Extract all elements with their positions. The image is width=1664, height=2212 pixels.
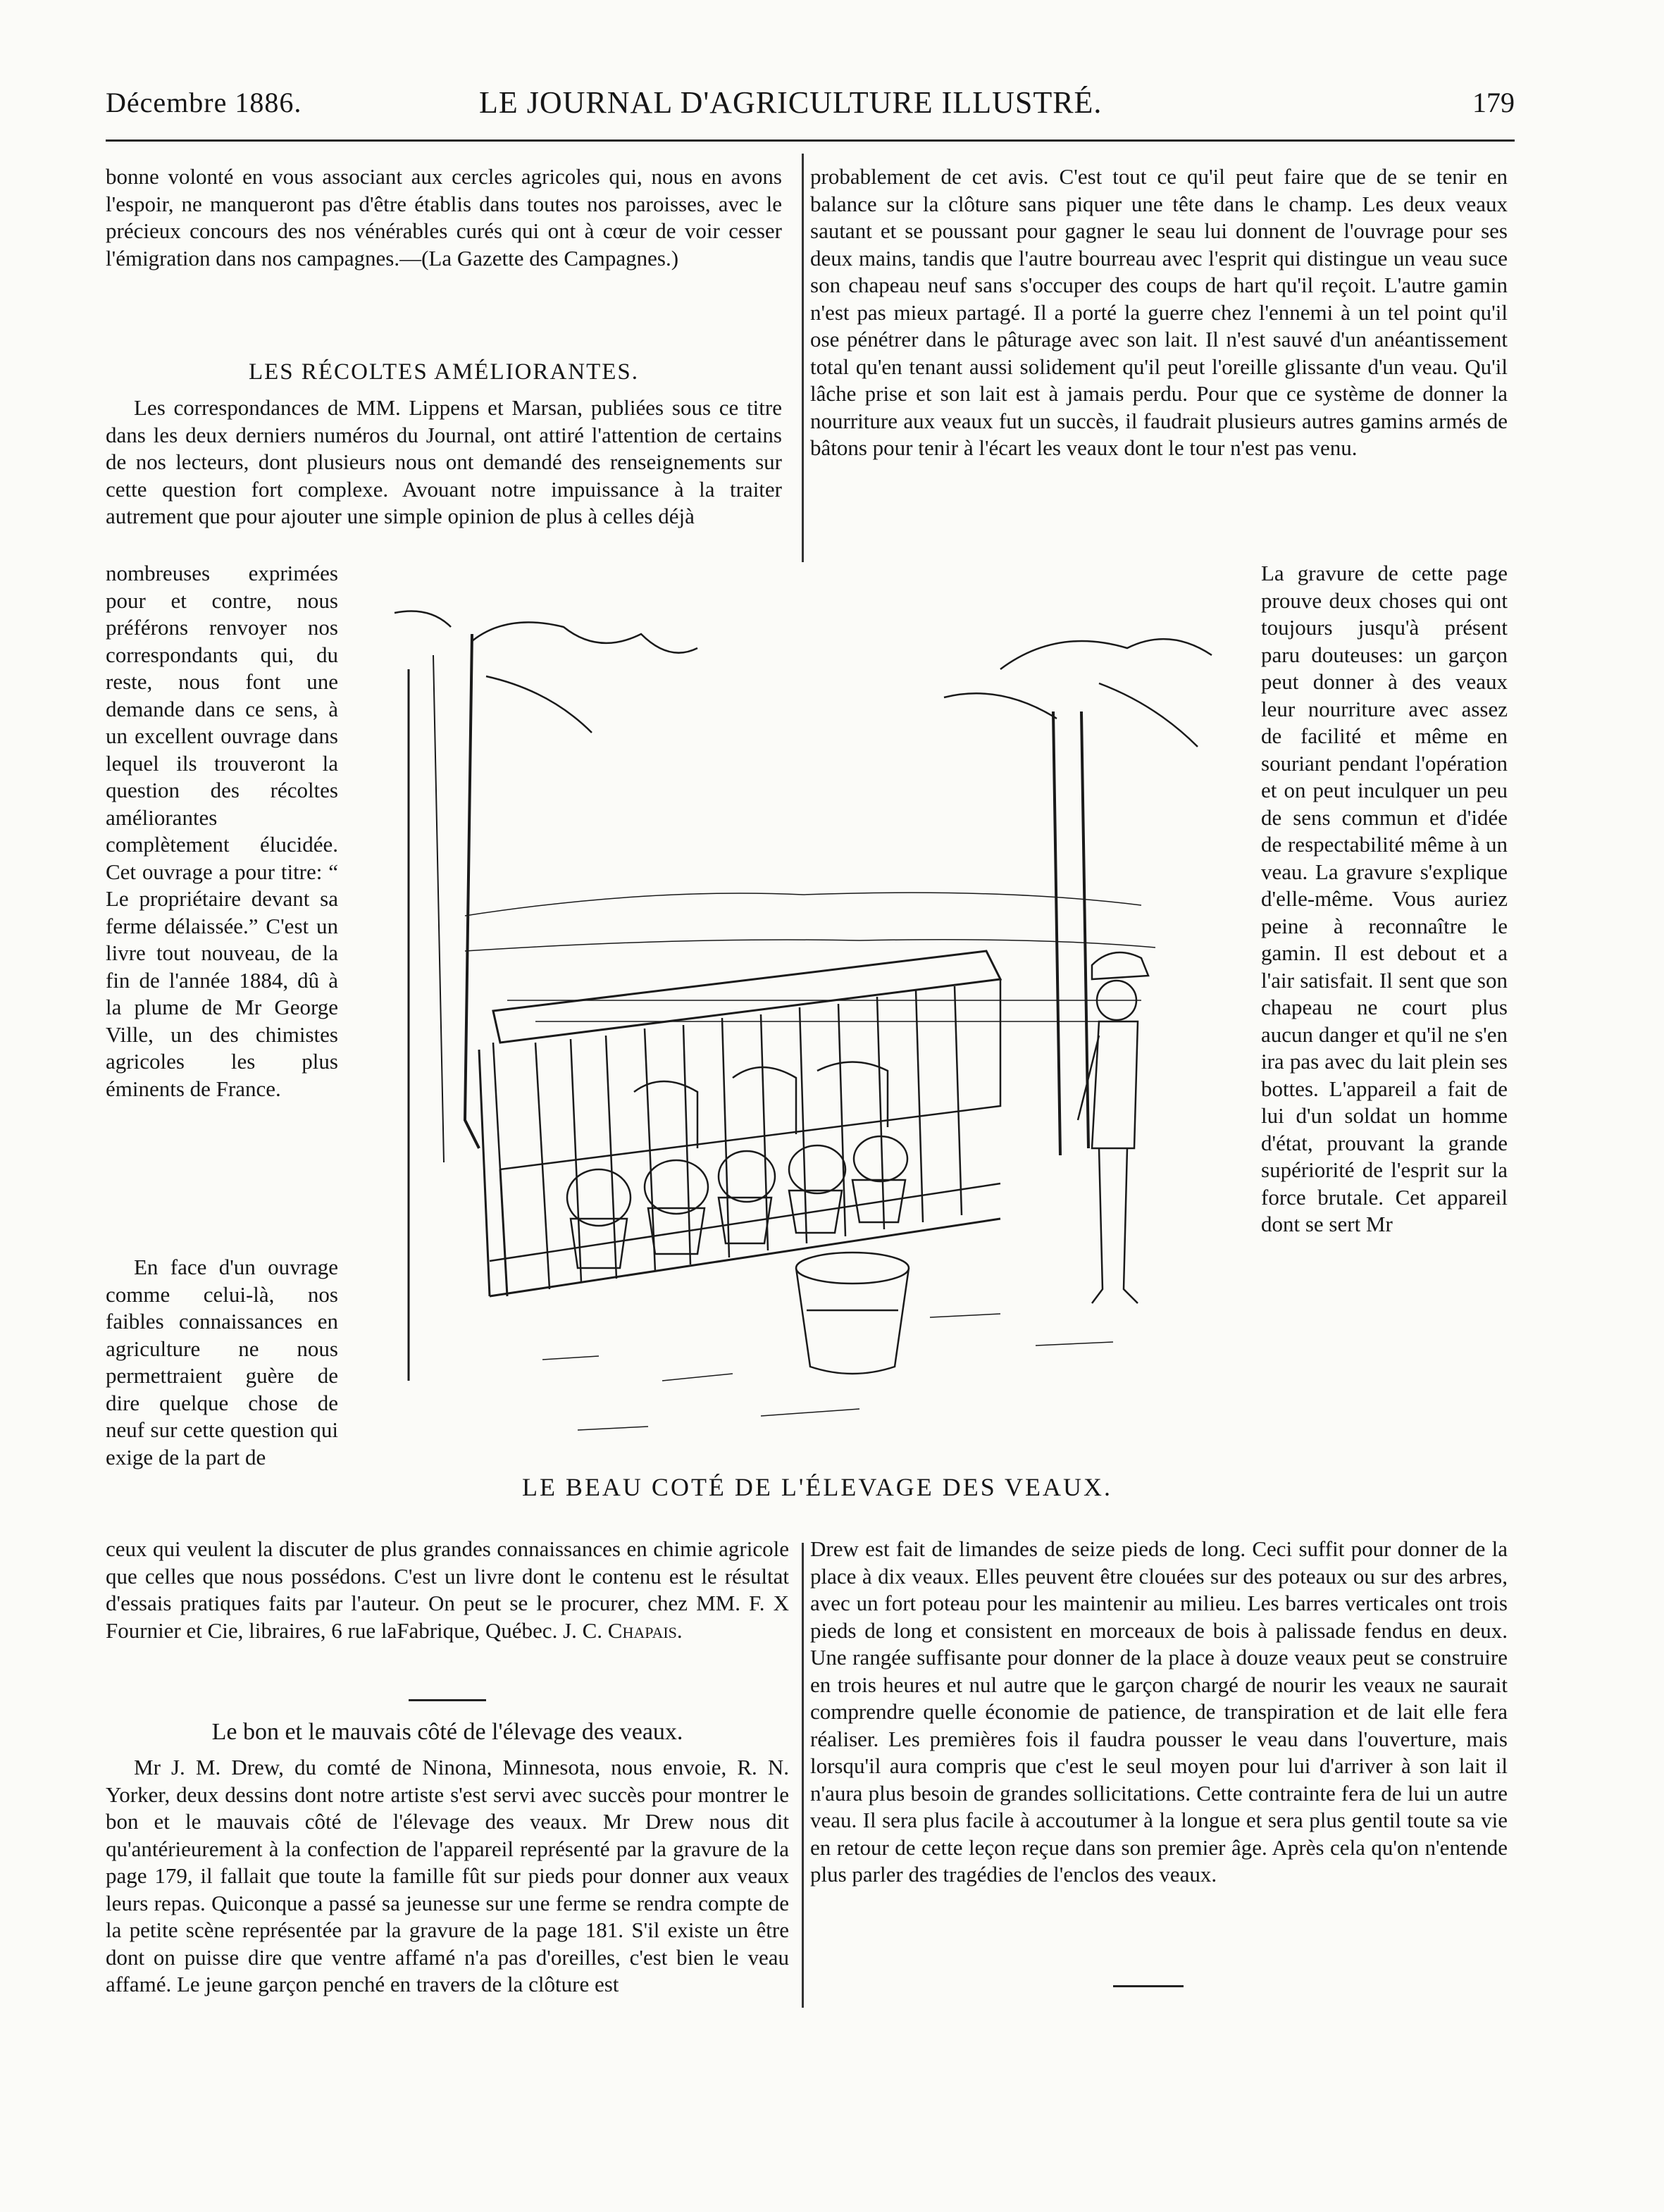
header-page-number: 179 (1472, 87, 1515, 118)
engraving-calf-feeding (366, 585, 1240, 1465)
article1-paragraph-2: En face d'un ouvrage comme celui-là, nos faibles connaissances en agriculture ne nous permettraient guère de dire quelque chose de neuf sur cette question qui exige de la part de (106, 1255, 338, 1470)
right-tree (944, 639, 1212, 1155)
article1-paragraph-1: Les correspondances de MM. Lippens et Marsan, publiées sous ce titre dans les deux derniers numéros du Journal, ont attiré l'attention de certains de nos lecteurs, dont plusieurs nous ont demandé des renseignements sur cette question fort complexe. Avouant notre impuissance à la traiter autrement que pour ajouter une simple opinion de plus à celles déjà (106, 395, 782, 528)
fence (479, 951, 1000, 1296)
header-rule (106, 139, 1515, 142)
running-header (106, 82, 1515, 124)
article1-heading: LES RÉCOLTES AMÉLIORANTES. (248, 359, 640, 385)
end-rule (1113, 1985, 1184, 1987)
figure-caption: LE BEAU COTÉ DE L'ÉLEVAGE DES VEAUX. (521, 1473, 1113, 1501)
article2-paragraph-1-right: probablement de cet avis. C'est tout ce qu'il peut faire que de se tenir en balance sur la clôture sans piquer une tête dans le champ. Les deux veaux sautant et se poussant pour gagner le seau lui donnent de l'ouvrage pour ses deux mains, tandis que l'autre bourreau avec l'esprit qui distingue un veau suce son chapeau neuf sans s'occuper des coups de hart qu'il reçoit. L'autre gamin n'est pas mieux partagé. Il a porté la guerre chez l'ennemi à un tel point qu'il ose pénétrer dans le pâturage avec son lait. Il n'est sauvé d'un anéantissement total qu'en tenant aussi solidement qu'il peut l'oreille glissante d'un veau. Qu'il lâche prise et son lait est à jamais perdu. Pour que ce système de donner la nourriture aux veaux fut un succès, il faudrait plusieurs autres gamins armés de bâtons pour tenir à l'écart les veaux dont le tour n'est pas venu. (810, 164, 1508, 460)
left-tree (395, 611, 697, 1381)
section-rule (409, 1699, 486, 1701)
intro-paragraph: bonne volonté en vous associant aux cercles agricoles qui, nous en avons l'espoir, ne manqueront pas d'être établis dans toutes nos paroisses, avec le précieux concours des nos vénérables curés qui ont à cœur de voir cesser l'émigration dans nos campagnes.—(La Gazette des Campagnes.) (106, 164, 782, 271)
column-divider-top (802, 154, 804, 562)
article2-paragraph-1: Mr J. M. Drew, du comté de Ninona, Minnesota, nous envoie, R. N. Yorker, deux dessins dont notre artiste s'est servi avec succès pour montrer le bon et le mauvais côté de l'élevage des veaux. Mr Drew nous dit qu'antérieurement à la confection de l'appareil représenté par la gravure de la page 179, il fallait que toute la famille fût sur pieds pour donner aux veaux leurs repas. Quiconque a passé sa jeunesse sur une ferme se rendra compte de la petite scène représentée par la gravure de la page 181. S'il existe un être dont on puisse dire que ventre affamé n'a pas d'oreilles, c'est bien le veau affamé. Le jeune garçon penché en travers de la clôture est (106, 1755, 789, 1996)
article1-signature: J. C. Chapais. (563, 1617, 683, 1643)
article2-paragraph-2-continued: Drew est fait de limandes de seize pieds de long. Ceci suffit pour donner de la place à dix veaux. Elles peuvent être clouées sur des poteaux ou sur des arbres, avec un fort poteau pour les maintenir au milieu. Les barres verticales ont trois pieds de long et consistent en morceaux de bois à palissade fendus en deux. Une rangée suffisante pour donner de la place à douze veaux peut se construire en trois heures et nul autre que le garçon chargé de nourir les veaux ne saurait comprendre quelle économie de patience, de transpiration et de lait elle fera réaliser. Les premières fois il faudra pousser le veau dans l'ouverture, mais lorsqu'il aura compris que c'est le seul moyen pour lui d'arriver à son lait il n'aura plus besoin de grandes sollicitations. Cette contrainte fera de lui un autre veau. Il sera plus facile à accoutumer à la longue et sera plus gentil toute sa vie en retour de cette leçon reçue dans son premier âge. Après cela qu'on n'entende plus parler des tragédies de l'enclos des veaux. (810, 1536, 1508, 1887)
article1-paragraph-2-end: ceux qui veulent la discuter de plus grandes connaissances en chimie agricole que celles que nous possédons. C'est un livre dont le contenu est le résultat d'essais pratiques faits par l'auteur. On peut se le procurer, chez MM. F. X Fournier et Cie, libraires, 6 rue laFabrique, Québec. (106, 1536, 789, 1643)
milk-pail (796, 1253, 909, 1374)
calves-and-buckets (567, 1062, 907, 1269)
article1-paragraph-1-continued: nombreuses exprimées pour et contre, nous préférons renvoyer nos correspondants qui, du reste, nous font une demande dans ce sens, à un excellent ouvrage dans lequel ils trouveront la question des récoltes améliorantes complètement élucidée. Cet ouvrage a pour titre: “ Le propriétaire devant sa ferme délaissée.” C'est un livre tout nouveau, de la fin de l'année 1884, dû à la plume de Mr George Ville, un des chimistes agricoles les plus éminents de France. (106, 561, 338, 1101)
header-journal-title: LE JOURNAL D'AGRICULTURE ILLUSTRÉ. (479, 85, 1103, 120)
article2-paragraph-2-narrow: La gravure de cette page prouve deux choses qui ont toujours jusqu'à présent paru douteuses: un garçon peut donner à des veaux leur nourriture avec assez de facilité et même en souriant pendant l'opération et on peut inculquer un peu de sens commun et d'idée de respectabilité même à un veau. La gravure s'explique d'elle-même. Vous auriez peine à reconnaître le gamin. Il est debout et a l'air satisfait. Il sent que son chapeau ne court plus aucun danger et qu'il ne s'en ira pas avec du lait plein ses bottes. L'appareil a fait de lui d'un soldat un homme d'état, prouvant la grande supériorité de l'esprit sur la force brutale. Cet appareil dont se sert Mr (1261, 561, 1508, 1236)
column-divider-bottom (802, 1543, 804, 2008)
article2-heading: Le bon et le mauvais côté de l'élevage des veaux. (211, 1719, 683, 1745)
header-date: Décembre 1886. (106, 87, 302, 118)
article1-paragraph-2-continued (106, 1536, 789, 1644)
